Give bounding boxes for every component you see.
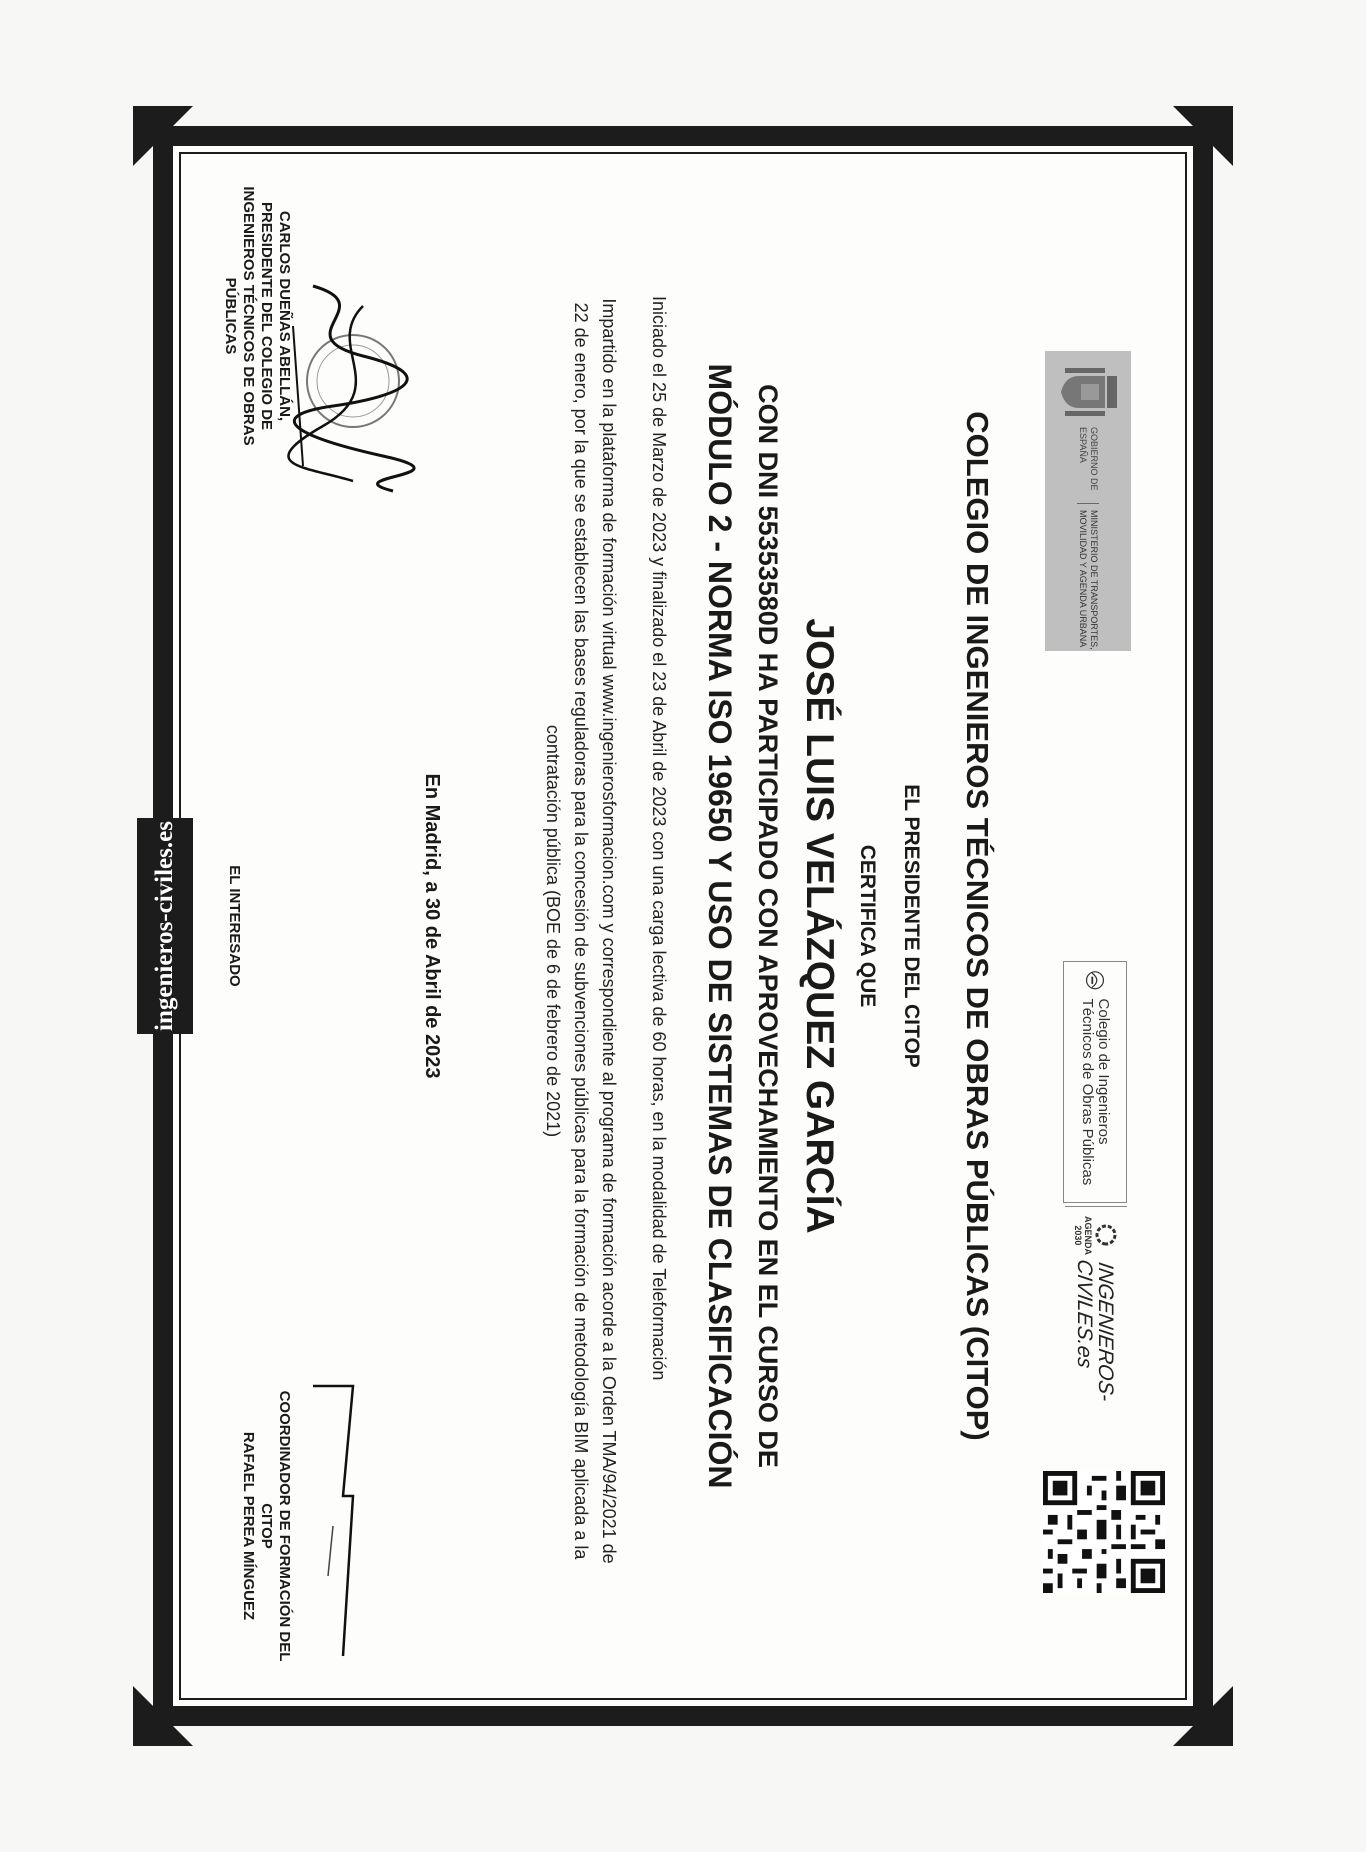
website-banner-text: ingenieros-civiles.es [151, 821, 178, 1031]
agenda-2030-badge [1073, 1216, 1117, 1255]
agenda-2030-label: AGENDA 2030 [1073, 1216, 1093, 1256]
program-description-paragraph: Impartido en la plataforma de formación virtual www.ingenierosformacion.com y correspondiente al programa de formación acorde a la Orden TMA/94/2021 de 22 de enero, por la que se establecen las bases reguladoras para la concesión de subvenciones públicas para la formación de metodología BIM aplicada a la contratación pública (BOE de 6 de febrero de 2021) [543, 298, 619, 1564]
recipient-name: JOSÉ LUIS VELÁZQUEZ GARCÍA [798, 618, 841, 1234]
president-signature-caption: CARLOS DUEÑAS ABELLÁN, PRESIDENTE DEL COLEGIO DE INGENIEROS TÉCNICOS DE OBRAS PÚBLICAS [222, 186, 293, 446]
citop-emblem-icon [1078, 970, 1112, 991]
president-signature [273, 266, 423, 496]
government-name: GOBIERNO DE ESPAÑA [1078, 427, 1099, 491]
citop-name: Colegio de Ingenieros Técnicos de Obras Públicas [1079, 998, 1112, 1186]
coordinator-signature [293, 1376, 373, 1676]
place-and-date: En Madrid, a 30 de Abril de 2023 [421, 773, 443, 1079]
logo-divider [1065, 1206, 1127, 1207]
dni-participation-line: CON DNI 55353580D HA PARTICIPADO CON APROVECHAMIENTO EN EL CURSO DE [753, 384, 783, 1468]
website-banner [137, 818, 193, 1034]
government-logo [1045, 351, 1131, 651]
course-title: MÓDULO 2 - NORMA ISO 19650 Y USO DE SISTEMAS DE CLASIFICACIÓN [702, 363, 738, 1489]
president-line: EL PRESIDENTE DEL CITOP [900, 784, 923, 1068]
coordinator-caption [239, 1376, 293, 1676]
ingenieros-civiles-logo [1057, 1216, 1133, 1403]
coordinator-name: RAFAEL PEREA MÍNGUEZ [240, 1431, 257, 1621]
interested-party-caption: EL INTERESADO [226, 865, 243, 987]
course-dates-paragraph: Iniciado el 25 de Marzo de 2023 y finalizado el 23 de Abril de 2023 con una carga lectiva de 60 horas, en la modalidad de Teleformación [649, 296, 669, 1381]
coat-of-arms-icon [1053, 361, 1123, 423]
certificate [153, 126, 1213, 1726]
qr-code [1043, 1471, 1165, 1593]
agenda-2030-icon [1095, 1224, 1117, 1246]
certifies-line: CERTIFICA QUE [856, 844, 879, 1008]
ministry-name: MINISTERIO DE TRANSPORTES, MOVILIDAD Y AGENDA URBANA [1077, 503, 1099, 650]
citop-logo [1063, 961, 1127, 1203]
coordinator-title: COORDINADOR DE FORMACIÓN DEL CITOP [258, 1390, 293, 1662]
organization-title: COLEGIO DE INGENIEROS TÉCNICOS DE OBRAS PÚBLICAS (CITOP) [960, 411, 995, 1441]
ingenieros-civiles-wordmark: INGENIEROS-CIVILES.es [1073, 1257, 1117, 1403]
